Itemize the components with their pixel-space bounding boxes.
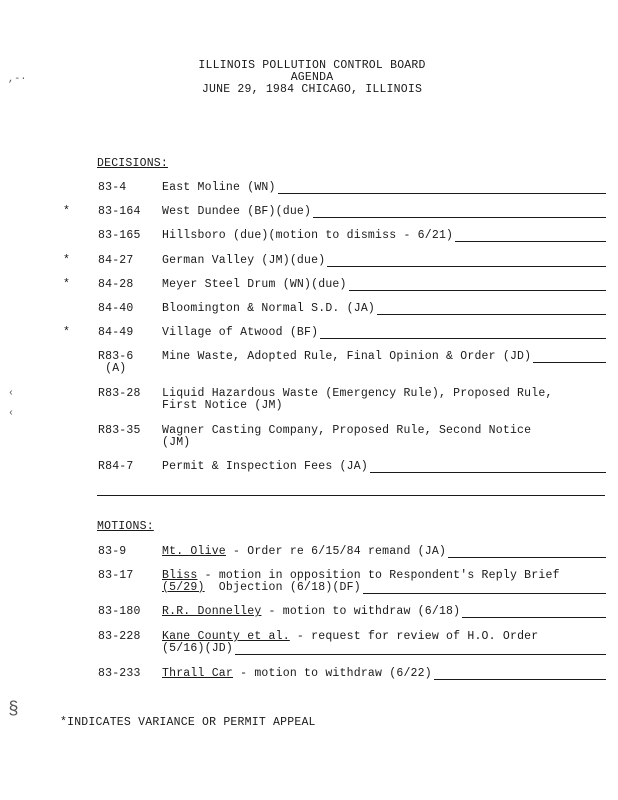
decision-text: Bloomington & Normal S.D. (JA) xyxy=(162,302,376,315)
docket-number: R84-7 xyxy=(98,460,134,473)
blank-line xyxy=(377,305,606,315)
decision-text: Mine Waste, Adopted Rule, Final Opinion & Order (JD) xyxy=(162,350,532,363)
header-org: ILLINOIS POLLUTION CONTROL BOARD xyxy=(198,59,426,72)
blank-line xyxy=(320,329,606,339)
blank-line xyxy=(278,184,606,194)
scan-mark: ‹ xyxy=(8,388,15,399)
decision-text-continued: (JM) xyxy=(162,436,191,449)
motion-date: (5/29) xyxy=(162,581,205,594)
docket-number: 83-164 xyxy=(98,205,141,218)
docket-number: 83-180 xyxy=(98,605,141,618)
case-name: Kane County et al. xyxy=(162,630,290,643)
docket-number: 84-27 xyxy=(98,254,134,267)
motion-text: - request for review of H.O. Order xyxy=(289,630,539,643)
case-name: Bliss xyxy=(162,569,198,582)
blank-line xyxy=(370,463,606,473)
document-header xyxy=(0,60,618,96)
scan-mark: ,-· xyxy=(8,74,27,85)
case-name: Mt. Olive xyxy=(162,545,226,558)
motion-text-continued: (5/16)(JD) xyxy=(162,642,234,655)
motion-text: - Order re 6/15/84 remand (JA) xyxy=(225,545,447,558)
blank-line xyxy=(349,281,606,291)
decision-text: German Valley (JM)(due) xyxy=(162,254,326,267)
decision-text: West Dundee (BF)(due) xyxy=(162,205,312,218)
decision-text-continued: First Notice (JM) xyxy=(162,399,283,412)
decision-text: Permit & Inspection Fees (JA) xyxy=(162,460,368,473)
blank-line xyxy=(434,670,606,680)
motion-text: - motion to withdraw (6/22) xyxy=(233,667,432,680)
motions-heading: MOTIONS: xyxy=(97,520,154,533)
docket-number: 84-28 xyxy=(98,278,134,291)
scan-mark: ‹ xyxy=(8,408,15,419)
header-title: AGENDA xyxy=(290,71,334,84)
docket-number: 83-228 xyxy=(98,630,141,643)
case-name: R.R. Donnelley xyxy=(162,605,262,618)
blank-line xyxy=(235,645,606,655)
docket-number: 83-233 xyxy=(98,667,141,680)
blank-line xyxy=(455,232,606,242)
decision-text: Wagner Casting Company, Proposed Rule, Second Notice xyxy=(162,424,532,437)
docket-number: R83-28 xyxy=(98,387,141,400)
blank-line xyxy=(462,608,606,618)
decision-text: East Moline (WN) xyxy=(162,181,276,194)
decision-text: Hillsboro (due)(motion to dismiss - 6/21) xyxy=(162,229,454,242)
docket-number: 84-40 xyxy=(98,302,134,315)
blank-line xyxy=(533,353,606,363)
docket-number: 83-17 xyxy=(98,569,134,582)
decision-text: Liquid Hazardous Waste (Emergency Rule), Proposed Rule, xyxy=(162,387,553,400)
docket-number: R83-6 (A) xyxy=(98,350,134,375)
motion-text: - motion to withdraw (6/18) xyxy=(261,605,461,618)
docket-number: R83-35 xyxy=(98,424,141,437)
blank-line xyxy=(313,208,606,218)
footnote: *INDICATES VARIANCE OR PERMIT APPEAL xyxy=(60,716,316,729)
blank-line xyxy=(327,257,606,267)
variance-star: * xyxy=(63,205,71,218)
variance-star: * xyxy=(63,278,71,291)
motion-text: - motion in opposition to Respondent's Reply Brief xyxy=(197,569,560,582)
docket-number: 84-49 xyxy=(98,326,134,339)
blank-line xyxy=(363,584,606,594)
decisions-heading: DECISIONS: xyxy=(97,157,169,170)
decision-text: Meyer Steel Drum (WN)(due) xyxy=(162,278,347,291)
docket-number: 83-9 xyxy=(98,545,127,558)
decision-text: Village of Atwood (BF) xyxy=(162,326,319,339)
case-name: Thrall Car xyxy=(162,667,234,680)
motion-text-continued: Objection (6/18)(DF) xyxy=(204,581,361,594)
blank-line xyxy=(97,495,605,496)
scan-mark: § xyxy=(8,700,20,720)
blank-line xyxy=(448,548,606,558)
header-date-location: JUNE 29, 1984 CHICAGO, ILLINOIS xyxy=(201,83,423,96)
variance-star: * xyxy=(63,254,71,267)
variance-star: * xyxy=(63,326,71,339)
docket-number: 83-4 xyxy=(98,181,127,194)
docket-number: 83-165 xyxy=(98,229,141,242)
